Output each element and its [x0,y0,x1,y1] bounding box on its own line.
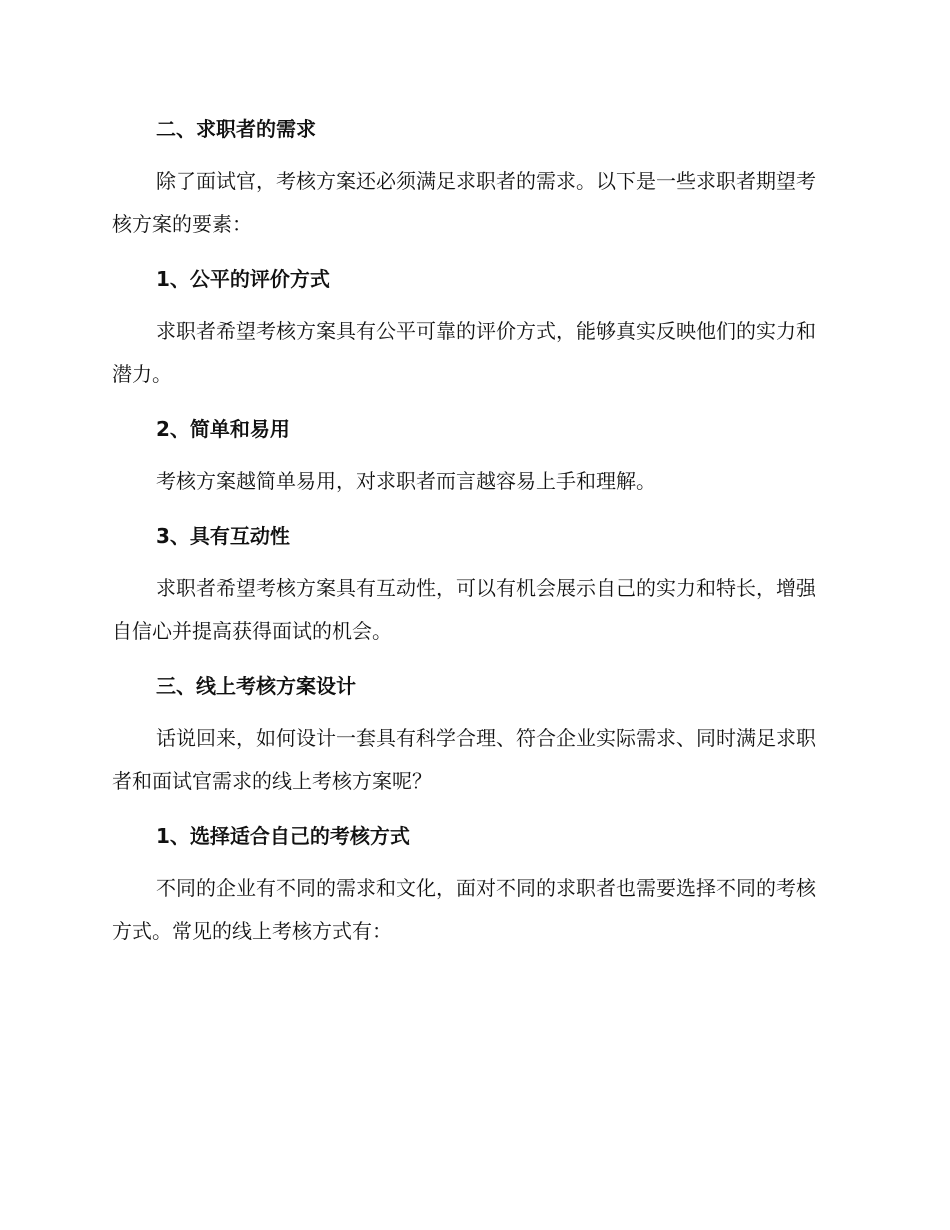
paragraph-simple-easy: 考核方案越简单易用，对求职者而言越容易上手和理解。 [156,469,656,493]
subheading-simple-easy: 2、简单和易用 [156,417,290,441]
paragraph-interactivity: 求职者希望考核方案具有互动性，可以有机会展示自己的实力和特长，增强自信心并提高获得面试的机会。 [112,576,816,643]
paragraph-online-design: 话说回来，如何设计一套具有科学合理、符合企业实际需求、同时满足求职者和面试官需求的线上考核方案呢？ [112,726,816,793]
subheading-interactivity: 3、具有互动性 [156,524,290,548]
subheading-fair-evaluation: 1、公平的评价方式 [156,267,330,291]
subheading-choose-method: 1、选择适合自己的考核方式 [156,824,410,848]
paragraph-fair-evaluation: 求职者希望考核方案具有公平可靠的评价方式，能够真实反映他们的实力和潜力。 [112,319,816,386]
document-page [112,110,832,953]
paragraph-choose-method: 不同的企业有不同的需求和文化，面对不同的求职者也需要选择不同的考核方式。常见的线上考核方式有： [112,876,816,943]
section-heading-online-design: 三、线上考核方案设计 [156,674,356,698]
section-heading-applicant-needs: 二、求职者的需求 [156,117,316,141]
paragraph-intro-applicant-needs: 除了面试官，考核方案还必须满足求职者的需求。以下是一些求职者期望考核方案的要素： [112,169,816,236]
